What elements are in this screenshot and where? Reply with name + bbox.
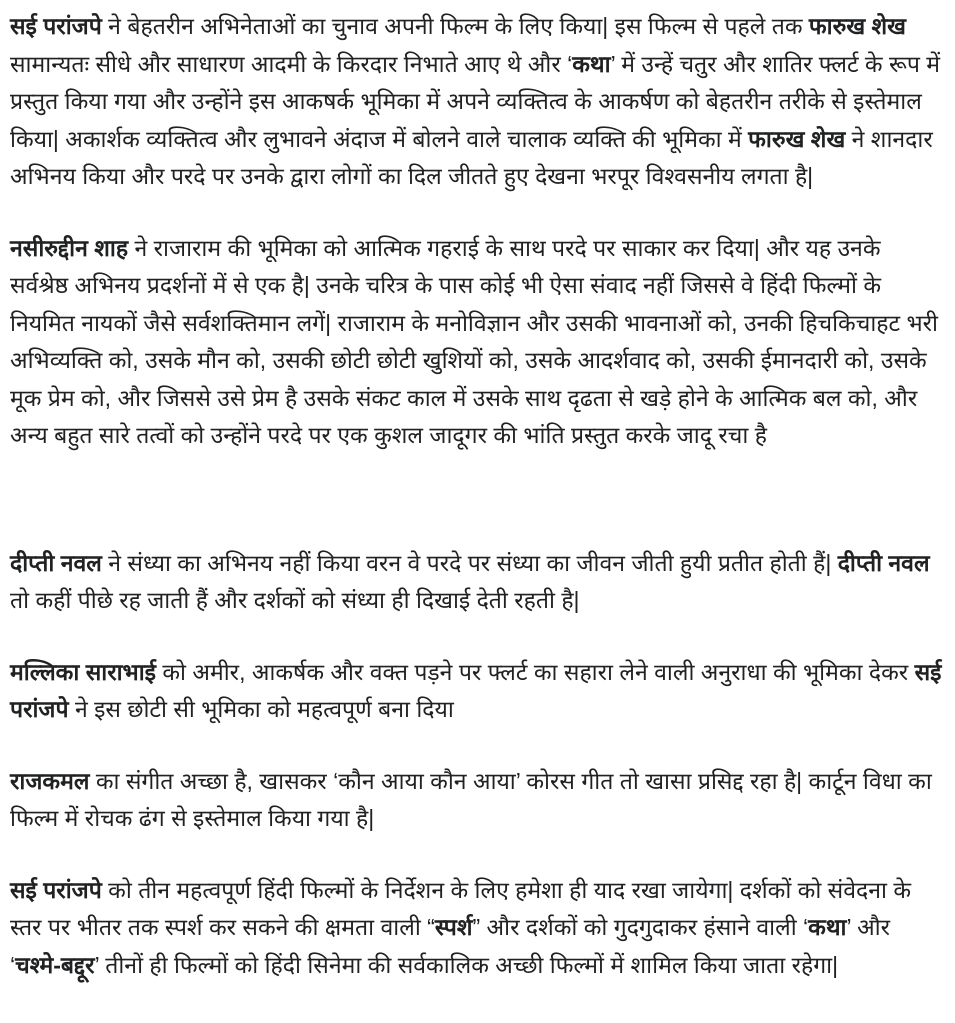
- body-text: ने संध्या का अभिनय नहीं किया वरन वे परदे पर संध्या का जीवन जीती हुयी प्रतीत होती हैं|: [101, 549, 838, 576]
- bold-text: कथा: [808, 914, 847, 940]
- bold-text: फारुख शेख: [748, 125, 846, 152]
- paragraph-spacer: [10, 489, 945, 545]
- paragraph: [10, 230, 945, 455]
- body-text: सामान्यतः सीधे और साधारण आदमी के किरदार निभाते आए थे और ‘: [10, 50, 573, 77]
- body-text: ने बेहतरीन अभिनेताओं का चुनाव अपनी फिल्म के लिए किया| इस फिल्म से पहले तक: [101, 13, 809, 39]
- body-text: ’ और ‘: [10, 914, 891, 978]
- paragraph: [10, 545, 945, 620]
- paragraph: [10, 8, 945, 196]
- body-text: ने शानदार अभिनय किया और परदे पर उनके द्वारा लोगों का दिल जीतते हुए देखना भरपूर विश्वसनीय लगता है|: [10, 125, 933, 189]
- body-text: ’ तीनों ही फिल्मों को हिंदी सिनेमा की सर्वकालिक अच्छी फिल्मों में शामिल किया जाता रहेगा|: [94, 951, 839, 978]
- article-body: [10, 8, 945, 984]
- paragraph: [10, 654, 945, 729]
- bold-text: दीप्ती नवल: [10, 549, 102, 576]
- body-text: को अमीर, आकर्षक और वक्त पड़ने पर फ्लर्ट का सहारा लेने वाली अनुराधा की भूमिका देकर: [155, 658, 915, 685]
- body-text: ने राजाराम की भूमिका को आत्मिक गहराई के साथ परदे पर साकार कर दिया| और यह उनके सर्वश्रेष्ठ अभिनय प्रदर्शनों में से एक है| उनके चरित्र के पास कोई भी ऐसा संवाद नहीं जिससे वे हिंदी फिल्मों के नियमित नायकों जैसे सर्वशक्तिमान लगें| राजाराम के मनोविज्ञान और उसकी भावनाओं को, उनकी हिचकिचाहट भरी अभिव्यक्ति को, उसके मौन को, उसकी छोटी छोटी खुशियों को, उसके आदर्शवाद को, उसकी ईमानदारी को, उसके मूक प्रेम को, और जिससे उसे प्रेम है उसके संकट काल में उसके साथ दृढता से खड़े होने के आत्मिक बल को, और अन्य बहुत सारे तत्वों को उन्होंने परदे पर एक कुशल जादूगर की भांति प्रस्तुत करके जादू रचा है: [10, 234, 939, 448]
- bold-text: चश्मे-बद्दूर: [15, 951, 95, 978]
- bold-text: कथा: [572, 50, 611, 77]
- paragraph: [10, 872, 945, 985]
- body-text: ने इस छोटी सी भूमिका को महत्वपूर्ण बना दिया: [68, 696, 454, 722]
- body-text: को तीन महत्वपूर्ण हिंदी फिल्मों के निर्देशन के लिए हमेशा ही याद रखा जायेगा| दर्शकों को संवेदना के स्तर पर भीतर तक स्पर्श कर सकने की क्षमता वाली “: [10, 876, 911, 940]
- body-text: का संगीत अच्छा है, खासकर ‘कौन आया कौन आया’ कोरस गीत तो खासा प्रसिद्द रहा है| कार्टून विधा का फिल्म में रोचक ढंग से इस्तेमाल किया गया है|: [10, 767, 932, 831]
- body-text: तो कहीं पीछे रह जाती हैं और दर्शकों को संध्या ही दिखाई देती रहती है|: [10, 587, 580, 613]
- paragraph: [10, 763, 945, 838]
- bold-text: दीप्ती नवल: [837, 549, 930, 576]
- bold-text: सई परांजपे: [10, 13, 102, 39]
- bold-text: स्पर्श: [434, 914, 473, 940]
- bold-text: राजकमल: [10, 767, 90, 794]
- bold-text: सई परांजपे: [10, 876, 102, 903]
- body-text: ” और दर्शकों को गुदगुदाकर हंसाने वाली ‘: [472, 914, 809, 940]
- bold-text: फारुख शेख: [808, 13, 906, 39]
- body-text: ’ में उन्हें चतुर और शातिर फ्लर्ट के रूप में प्रस्तुत किया गया और उन्होंने इस आकषर्क भूमिका में अपने व्यक्तित्व के आकर्षण को बेहतरीन तरीके से इस्तेमाल किया| अकार्शक व्यक्तित्व और लुभावने अंदाज में बोलने वाले चालाक व्यक्ति की भूमिका में: [10, 50, 941, 152]
- bold-text: मल्लिका साराभाई: [10, 658, 156, 685]
- bold-text: नसीरुद्दीन शाह: [10, 234, 129, 261]
- bold-text: सई परांजपे: [10, 658, 942, 722]
